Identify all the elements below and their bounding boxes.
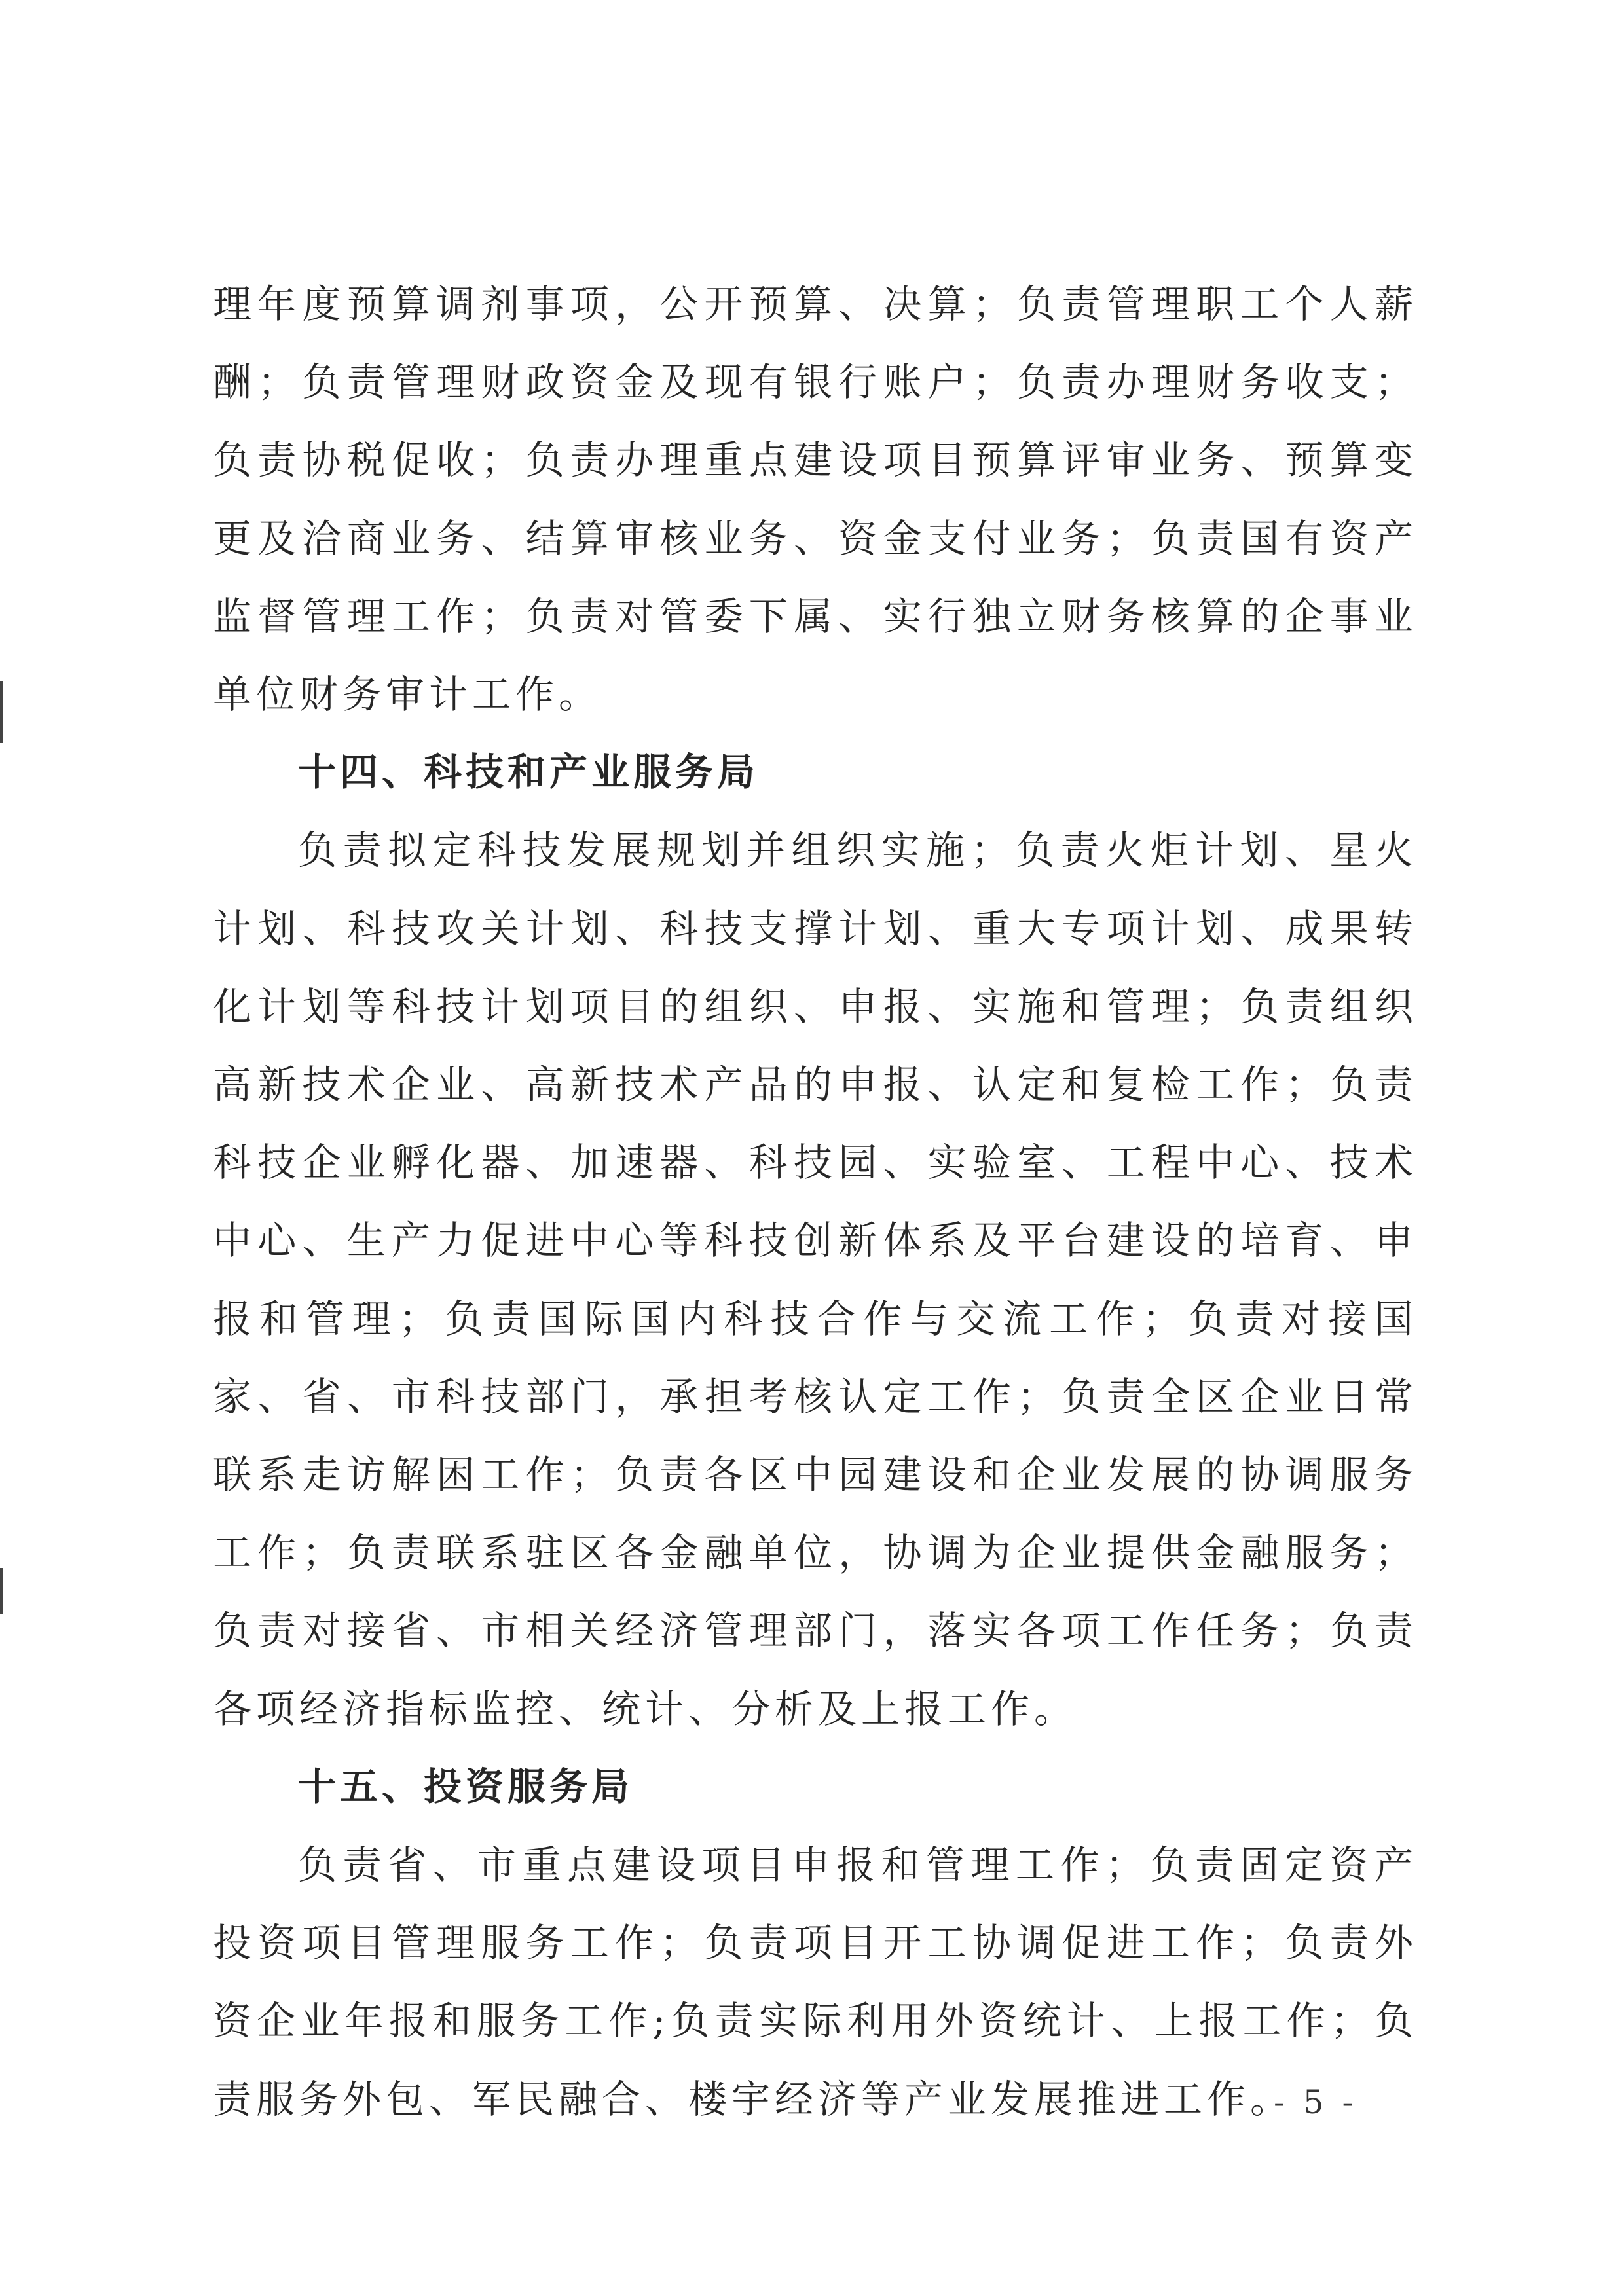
body-paragraph-tech-industry: 负责拟定科技发展规划并组织实施；负责火炬计划、星火计划、科技攻关计划、科技支撑计划、重大专项计划、成果转化计划等科技计划项目的组织、申报、实施和管理；负责组织高新技术企业、高新技术产品的申报、认定和复检工作；负责科技企业孵化器、加速器、科技园、实验室、工程中心、技术中心、生产力促进中心等科技创新体系及平台建设的培育、申报和管理；负责国际国内科技合作与交流工作；负责对接国家、省、市科技部门，承担考核认定工作；负责全区企业日常联系走访解困工作；负责各区中园建设和企业发展的协调服务工作；负责联系驻区各金融单位，协调为企业提供金融服务；负责对接省、市相关经济管理部门，落实各项工作任务；负责各项经济指标监控、统计、分析及上报工作。 bbox=[213, 828, 1418, 1732]
page-number: - 5 - bbox=[1274, 2083, 1357, 2121]
section-heading-14: 十四、科技和产业服务局 bbox=[298, 750, 760, 795]
document-body bbox=[213, 265, 1418, 2138]
scan-edge-mark bbox=[0, 1568, 3, 1614]
body-paragraph-investment: 负责省、市重点建设项目申报和管理工作；负责固定资产投资项目管理服务工作；负责项目开工协调促进工作；负责外资企业年报和服务工作;负责实际利用外资统计、上报工作；负责服务外包、军民融合、楼宇经济等产业发展推进工作。 bbox=[213, 1842, 1418, 2122]
body-paragraph-finance-continued: 理年度预算调剂事项，公开预算、决算；负责管理职工个人薪酬；负责管理财政资金及现有银行账户；负责办理财务收支；负责协税促收；负责办理重点建设项目预算评审业务、预算变更及洽商业务、结算审核业务、资金支付业务；负责国有资产监督管理工作；负责对管委下属、实行独立财务核算的企事业单位财务审计工作。 bbox=[213, 282, 1418, 718]
scan-edge-mark bbox=[0, 681, 3, 743]
section-heading-15: 十五、投资服务局 bbox=[298, 1764, 634, 1809]
